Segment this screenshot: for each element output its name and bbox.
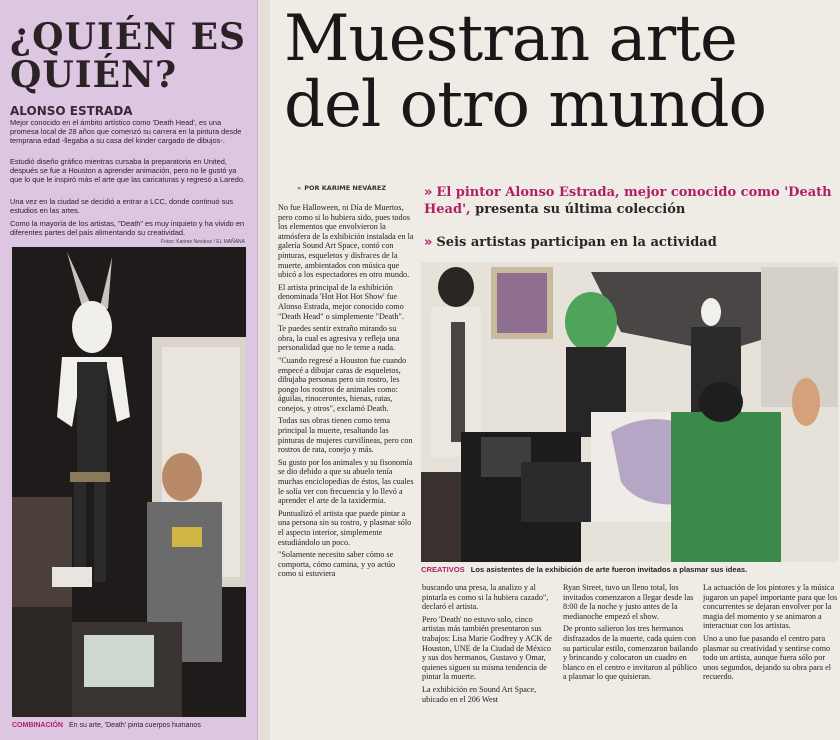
artist-photo [12, 247, 246, 717]
sidebar-paragraph: Estudió diseño gráfico mientras cursaba la preparatoria en United, después se fue a Houston a aprender animación, pero no le gustó ya que lo que le inspiró más el arte que las caricaturas y regresó a Laredo. [10, 157, 245, 184]
paragraph: La actuación de los pintores y la música jugaron un papel importante para que los concurrentes se dejaran envolver por la magia del momento y se animaron a interactuar con los artistas. [703, 583, 838, 631]
article-column-2 [422, 583, 557, 707]
caption-text: En su arte, 'Death' pinta cuerpos humanos [68, 722, 201, 729]
exhibition-photo [421, 262, 838, 562]
caption-label: CREATIVOS [421, 565, 465, 574]
sidebar-paragraph: Mejor conocido en el ámbito artístico como 'Death Head', es una promesa local de 28 años que comenzó su carrera en la pintura desde temprana edad -llegaba a su casa del kinder cargado de dibujos-. [10, 118, 242, 145]
byline-text: POR KARIME NEVÁREZ [304, 184, 387, 192]
paragraph: buscando una presa, la analizo y al pintarla es como si la hubiera cazado", declaró el artista. [422, 583, 549, 612]
double-chevron-icon: » [424, 235, 433, 250]
sidebar-photo-caption [12, 722, 252, 729]
article-headline: Muestran arte del otro mundo [284, 2, 766, 142]
double-chevron-icon: » [424, 185, 433, 200]
photo-credit: Fotos: Karime Nevárez / EL MAÑANA [160, 239, 245, 245]
paragraph: Puntualizó el artista que puede pintar a una persona sin su rostro, y plasmar sólo el aspecto interior, simplemente estudiándolo un poco. [278, 508, 412, 547]
arrow-icon: » [297, 184, 302, 192]
article-column-4 [703, 583, 838, 685]
paragraph: No fue Halloween, ni Día de Muertos, pero como si lo hubiera sido, pues todos los elementos que envolvieron la atmósfera de la exhibición instalada en la galería Sound Art Space, contó con pinturas, esqueletos y disfraces de la muerte, ambientados con música que ubicó a los espectadores en otro mundo. [278, 203, 414, 280]
paragraph: "Solamente necesito saber cómo se comporta, cómo camina, y yo actúo como si estuviera [278, 550, 396, 579]
exhibition-photo-illustration [421, 262, 838, 562]
paragraph: La exhibición en Sound Art Space, ubicado en el 206 West [422, 684, 537, 704]
paragraph: Te puedes sentir extraño mirando su obra, la cual es agresiva y refleja una personalidad que no le teme a nada. [278, 324, 400, 353]
deck-highlight: El pintor Alonso Estrada, mejor conocido como 'Death Head', [424, 185, 832, 217]
article-deck-2 [424, 234, 838, 251]
paragraph: Todas sus obras tienen como tema principal la muerte, resaltando las pinturas de mujeres curvilíneas, pero con rostros de rata, conejo y más. [278, 416, 413, 455]
article-deck-1 [424, 184, 838, 218]
caption-text: Los asistentes de la exhibición de arte fueron invitados a plasmar sus ideas. [470, 565, 748, 574]
paragraph: De pronto salieron los tres hermanos disfrazados de la muerte, cada quien con su particular estilo, comenzaron bailando y brincando y colocaron un cuadro en blanco en el centro e invitaron al público a plasmar lo que quisieran. [563, 624, 698, 682]
paragraph: Ryan Street, tuvo un lleno total, los invitados comenzaron a llegar desde las 8:00 de la noche y justo antes de la medianoche empezó el show. [563, 583, 694, 621]
sidebar-paragraph: Como la mayoría de los artistas, "Death" es muy inquieto y ha vivido en diferentes partes del país alimentando su creatividad. [10, 219, 245, 237]
sidebar-paragraph: Una vez en la ciudad se decidió a entrar a LCC, donde continuó sus estudios en las artes. [10, 197, 234, 215]
exhibition-photo-caption [421, 565, 838, 574]
sidebar-title: ¿QUIÉN ES QUIÉN? [10, 16, 247, 96]
artist-photo-illustration [12, 247, 246, 717]
deck-text: Seis artistas participan en la actividad [436, 235, 717, 250]
column-gutter [258, 0, 270, 740]
paragraph: Pero 'Death' no estuvo solo, cinco artistas más también presentaron sus trabajos: Lisa Marie Godfrey y ACK de Houston, UNE de la Ciudad de México y sus dos hermanos, Gustavo y Omar, quienes siguen su misma tendencia de pintar la muerte. [422, 614, 553, 682]
paragraph: El artista principal de la exhibición denominada 'Hot Hot Hot Show' fue Alonso Estrada, mejor conocido como "Death Head" o simplemente "Death". [278, 282, 404, 321]
article-column-1 [278, 203, 414, 582]
caption-label: COMBINACIÓN [12, 722, 63, 729]
paragraph: Uno a uno fue pasando el centro para plasmar su creatividad y sentirse como todo un artista, aunque fuera sólo por unos segundos, dejando su obra para el recuerdo. [703, 633, 832, 682]
sidebar-person-name: ALONSO ESTRADA [10, 104, 133, 118]
paragraph: "Cuando regresé a Houston fue cuando empecé a dibujar caras de esqueletos, dibujaba personas pero sin rostro, les pongo los rostros de animales como: águilas, rinocerontes, hienas, ratas, conejos, y otros", exclamó Death. [278, 355, 407, 413]
sidebar-who-is-who [0, 0, 258, 740]
article-column-3 [563, 583, 698, 685]
article-byline [297, 184, 386, 192]
paragraph: Su gusto por los animales y su fisonomía se dio debido a que su abuelo tenía muchas enciclopedias de éstos, las cuales le solía ver con frecuencia y lo llevó a aprender el arte de la taxidermia. [278, 457, 414, 506]
deck-text: presenta su última colección [475, 202, 686, 217]
